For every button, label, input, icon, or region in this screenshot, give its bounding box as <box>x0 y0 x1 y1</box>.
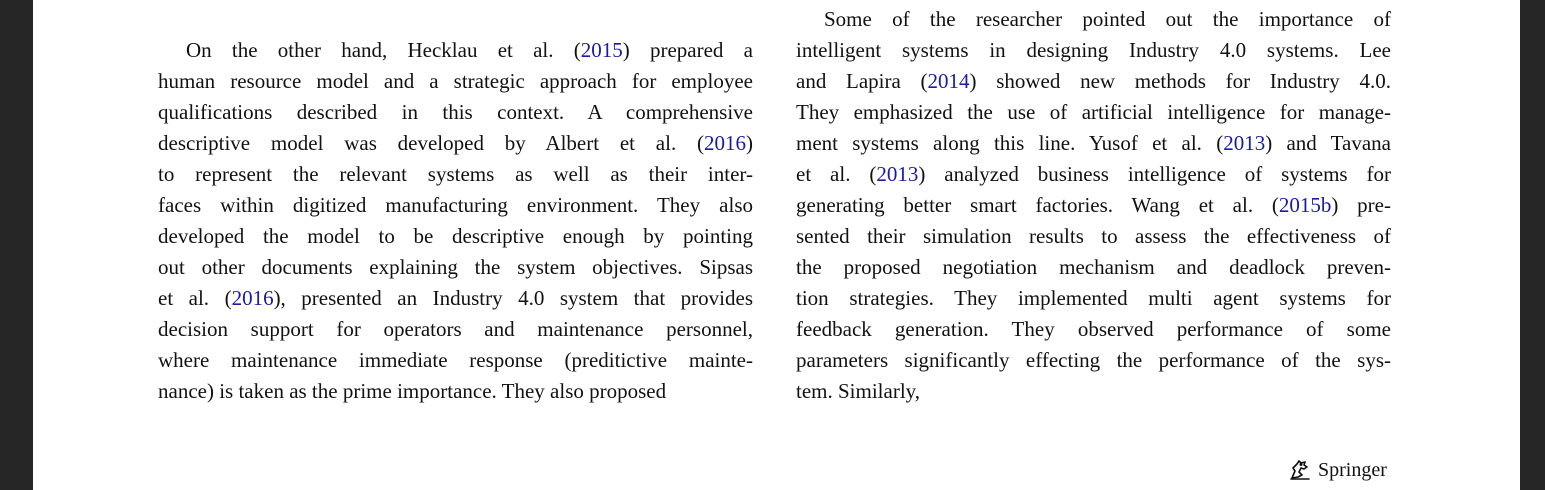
text-run: tem. Similarly, <box>796 379 921 403</box>
text-line <box>158 35 753 66</box>
text-run: nance) is taken as the prime importance. They also proposed <box>158 379 667 403</box>
text-run: Some of the researcher pointed out the importance of <box>824 7 1391 31</box>
text-line <box>158 221 753 252</box>
text-line <box>796 221 1391 252</box>
text-line <box>158 345 753 376</box>
text-run: et al. ( <box>158 286 232 310</box>
citation-link[interactable]: 2013 <box>876 162 919 186</box>
text-line <box>158 97 753 128</box>
text-line <box>158 190 753 221</box>
text-line <box>158 159 753 190</box>
text-run: the proposed negotiation mechanism and deadlock preven- <box>796 255 1391 279</box>
text-run: ), presented an Industry 4.0 system that provides <box>273 286 753 310</box>
text-line <box>796 35 1391 66</box>
text-run: ) <box>746 131 753 155</box>
text-line <box>158 376 753 407</box>
text-line <box>158 66 753 97</box>
text-line <box>796 66 1391 97</box>
clipped-previous-line <box>158 0 753 4</box>
text-line <box>796 314 1391 345</box>
text-run: generating better smart factories. Wang et al. ( <box>796 193 1279 217</box>
text-run: developed the model to be descriptive enough by pointing <box>158 224 753 248</box>
text-run: feedback generation. They observed performance of some <box>796 317 1391 341</box>
text-line <box>796 345 1391 376</box>
text-run: to represent the relevant systems as well as their inter- <box>158 162 753 186</box>
text-line <box>158 128 753 159</box>
text-line <box>158 283 753 314</box>
text-run: decision support for operators and maintenance personnel, <box>158 317 753 341</box>
left-text-column <box>158 35 753 407</box>
text-run: ) prepared a <box>622 38 753 62</box>
text-run: ) showed new methods for Industry 4.0. <box>969 69 1391 93</box>
text-line <box>796 190 1391 221</box>
text-run: ) pre- <box>1331 193 1391 217</box>
text-line <box>796 252 1391 283</box>
text-run: human resource model and a strategic approach for employee <box>158 69 753 93</box>
citation-link[interactable]: 2013 <box>1223 131 1266 155</box>
text-run: where maintenance immediate response (preditictive mainte- <box>158 348 753 372</box>
citation-link[interactable]: 2015b <box>1278 193 1332 217</box>
text-run: tion strategies. They implemented multi agent systems for <box>796 286 1391 310</box>
publisher-footer <box>1288 455 1387 485</box>
right-text-column <box>796 4 1391 407</box>
text-run: ) analyzed business intelligence of systems for <box>918 162 1391 186</box>
citation-link[interactable]: 2016 <box>231 286 274 310</box>
citation-link[interactable]: 2014 <box>927 69 970 93</box>
text-line <box>796 4 1391 35</box>
text-run: faces within digitized manufacturing environment. They also <box>158 193 753 217</box>
text-run: qualifications described in this context. A comprehensive <box>158 100 753 124</box>
text-run: ment systems along this line. Yusof et al. ( <box>796 131 1224 155</box>
text-run: They emphasized the use of artificial intelligence for manage- <box>796 100 1391 124</box>
text-run: sented their simulation results to assess the effectiveness of <box>796 224 1391 248</box>
publisher-name: Springer <box>1318 458 1387 481</box>
springer-horse-icon <box>1288 458 1312 482</box>
text-run: et al. ( <box>796 162 877 186</box>
citation-link[interactable]: 2016 <box>704 131 746 155</box>
citation-link[interactable]: 2015 <box>580 38 623 62</box>
text-line <box>158 314 753 345</box>
text-line <box>796 376 1391 407</box>
text-run: parameters significantly effecting the performance of the sys- <box>796 348 1391 372</box>
text-run: and Lapira ( <box>796 69 928 93</box>
text-line <box>158 252 753 283</box>
text-line <box>796 97 1391 128</box>
text-run: intelligent systems in designing Industry 4.0 systems. Lee <box>796 38 1391 62</box>
text-line <box>796 159 1391 190</box>
text-run: ) and Tavana <box>1265 131 1391 155</box>
text-run: descriptive model was developed by Albert et al. ( <box>158 131 704 155</box>
text-line <box>796 128 1391 159</box>
text-run: On the other hand, Hecklau et al. ( <box>186 38 581 62</box>
pdf-page <box>33 0 1520 490</box>
text-line <box>796 283 1391 314</box>
text-run: out other documents explaining the system objectives. Sipsas <box>158 255 753 279</box>
